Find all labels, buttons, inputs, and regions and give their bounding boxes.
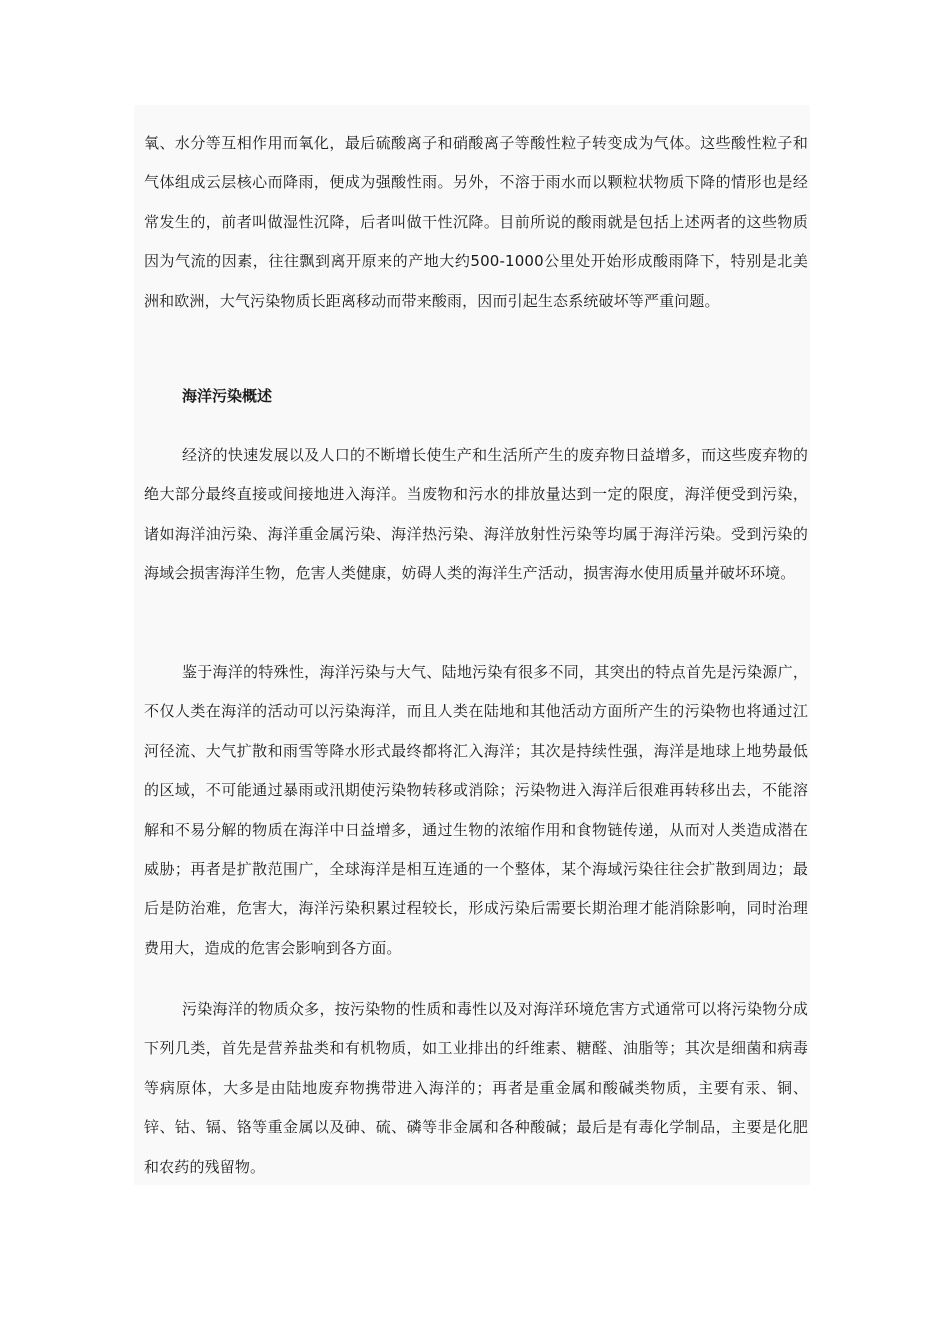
body-paragraph-1: 经济的快速发展以及人口的不断增长使生产和生活所产生的废弃物日益增多，而这些废弃物的绝大部分最终直接或间接地进入海洋。当废物和污水的排放量达到一定的限度，海洋便受到污染，诸如海洋油污染、海洋重金属污染、海洋热污染、海洋放射性污染等均属于海洋污染。受到污染的海域会损害海洋生物，危害人类健康，妨碍人类的海洋生产活动，损害海水使用质量并破坏环境。 <box>144 446 808 583</box>
body-paragraph-3: 污染海洋的物质众多，按污染物的性质和毒性以及对海洋环境危害方式通常可以将污染物分成下列几类，首先是营养盐类和有机物质，如工业排出的纤维素、糖醛、油脂等；其次是细菌和病毒等病原体，大多是由陆地废弃物携带进入海洋的；再者是重金属和酸碱类物质，主要有汞、铜、锌、钴、镉、铬等重金属以及砷、硫、磷等非金属和各种酸碱；最后是有毒化学制品，主要是化肥和农药的残留物。 <box>144 1000 808 1176</box>
section-heading: 海洋污染概述 <box>182 387 273 405</box>
body-paragraph-2: 鉴于海洋的特殊性，海洋污染与大气、陆地污染有很多不同，其突出的特点首先是污染源广，不仅人类在海洋的活动可以污染海洋，而且人类在陆地和其他活动方面所产生的污染物也将通过江河径流、大气扩散和雨雪等降水形式最终都将汇入海洋；其次是持续性强，海洋是地球上地势最低的区域，不可能通过暴雨或汛期使污染物转移或消除；污染物进入海洋后很难再转移出去，不能溶解和不易分解的物质在海洋中日益增多，通过生物的浓缩作用和食物链传递，从而对人类造成潜在威胁；再者是扩散范围广，全球海洋是相互连通的一个整体，某个海域污染往往会扩散到周边；最后是防治难，危害大，海洋污染积累过程较长，形成污染后需要长期治理才能消除影响，同时治理费用大，造成的危害会影响到各方面。 <box>144 663 808 957</box>
intro-paragraph: 氧、水分等互相作用而氧化，最后硫酸离子和硝酸离子等酸性粒子转变成为气体。这些酸性粒子和气体组成云层核心而降雨，便成为强酸性雨。另外，不溶于雨水而以颗粒状物质下降的情形也是经常发生的，前者叫做湿性沉降，后者叫做干性沉降。目前所说的酸雨就是包括上述两者的这些物质因为气流的因素，往往飘到离开原来的产地大约500-1000公里处开始形成酸雨降下，特别是北美洲和欧洲，大气污染物质长距离移动而带来酸雨，因而引起生态系统破坏等严重问题。 <box>144 134 808 310</box>
